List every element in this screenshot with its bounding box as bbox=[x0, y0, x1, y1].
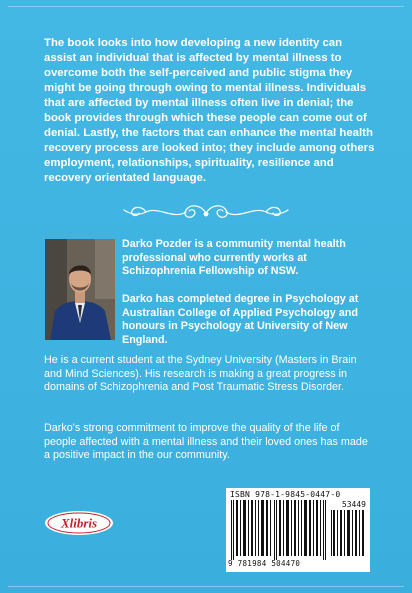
barcode-digits: 9 781984 504470 bbox=[228, 559, 301, 568]
top-border bbox=[8, 6, 404, 7]
author-bio-research: He is a current student at the Sydney University (Masters in Brain and Mind Sciences). His research is making a great progress in domains of Schizophrenia and Post Traumatic Stress Disorder. bbox=[44, 354, 357, 394]
author-bio-intro: Darko Pozder is a community mental health professional who currently works at Schizophrenia Fellowship of NSW. bbox=[122, 238, 346, 278]
bottom-border bbox=[8, 586, 404, 587]
isbn-barcode bbox=[226, 488, 370, 572]
barcode-bars-main bbox=[230, 500, 328, 560]
book-description: The book looks into how developing a new identity can assist an individual that is affected by mental illness to overcome both the self-perceived and public stigma they might be going through owing to mental illness. Individuals that are affected by mental illness often live in denial; the book provides through which these people can come out of denial. Lastly, the factors that can enhance the mental health recovery process are looked into; they include among others employment, relationships, spirituality, resilience and recovery orientated language. bbox=[44, 37, 375, 184]
author-bio-commitment: Darko's strong commitment to improve the quality of the life of people affected with a mental illness and their loved ones has made a positive impact in the our community. bbox=[44, 422, 368, 462]
price-code: 53449 bbox=[341, 500, 366, 509]
xlibris-logo bbox=[44, 510, 114, 536]
isbn-label: ISBN 978-1-9845-0447-0 bbox=[230, 490, 341, 499]
flourish-divider-icon bbox=[118, 200, 294, 226]
logo-text: Xlibris bbox=[60, 515, 98, 531]
author-photo bbox=[45, 239, 115, 340]
barcode-bars-addon bbox=[330, 510, 366, 556]
author-bio-education: Darko has completed degree in Psychology at Australian College of Applied Psychology and honours in Psychology at University of New England. bbox=[122, 293, 359, 346]
